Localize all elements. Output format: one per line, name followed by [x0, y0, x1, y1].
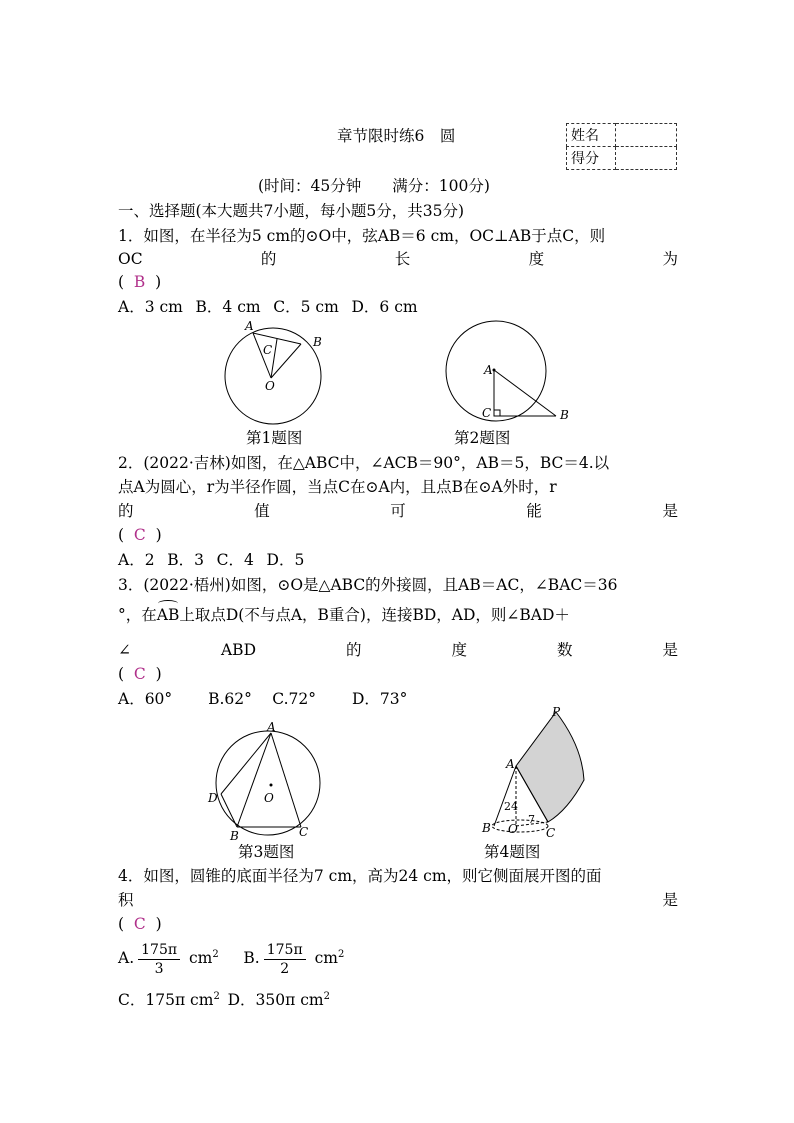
circle-o	[216, 731, 320, 835]
segment-ac	[271, 733, 301, 827]
q1-word: 的	[260, 250, 277, 268]
fig4-label-b: B	[482, 821, 491, 835]
arc-ab-notation: AB	[157, 605, 180, 625]
q2-stem-2: 点A为圆心，r为半径作圆，当点C在⊙A内，且点B在⊙A外时，r	[118, 478, 557, 496]
q3-word: ABD	[220, 641, 256, 659]
fig4-label-height: 24	[504, 800, 518, 813]
fig4-caption: 第4题图	[484, 843, 541, 861]
q4-options-cd: C．175π $cm^2$ D．350π $cm^2$	[118, 991, 330, 1010]
q2-stem-1: 2．(2022·吉林)如图，在△ABC中，∠ACB＝90°，AB＝5，BC＝4.以	[118, 454, 610, 472]
figure-1	[215, 318, 335, 430]
fig4-label-o: O	[508, 822, 518, 836]
q2-justified-line	[118, 501, 678, 521]
q3-answer: C	[133, 665, 146, 683]
point-o	[270, 784, 273, 787]
q1-answer: B	[133, 273, 146, 291]
segment-ad	[221, 733, 271, 794]
q4-word: 积	[118, 891, 134, 909]
fig4-label-radius: 7	[528, 813, 535, 826]
fig3-label-b: B	[230, 829, 239, 843]
page-title: 章节限时练6 圆	[337, 127, 456, 145]
segment-ab	[237, 733, 271, 827]
lateral-surface-sector	[516, 712, 584, 822]
q4-answer-bracket: ( C )	[118, 915, 162, 933]
q3-word: 是	[662, 641, 678, 659]
fig2-caption: 第2题图	[454, 429, 511, 447]
q4-answer: C	[133, 915, 146, 933]
section-heading: 一、选择题(本大题共7小题，每小题5分，共35分)	[118, 202, 465, 220]
q3-stem-2: °，在 AB上取点D(不与点A，B重合)，连接BD，AD，则∠BAD＋	[118, 605, 570, 625]
q2-answer-bracket: ( C )	[118, 526, 162, 544]
q3-answer-bracket: ( C )	[118, 665, 162, 683]
q4-justified-line	[118, 890, 678, 910]
q3-justified-line	[118, 640, 678, 660]
q2-word: 的	[118, 502, 134, 520]
q3-word: 度	[451, 641, 467, 659]
q1-answer-bracket: ( B )	[118, 273, 162, 291]
q1-options: A．3 cm B．4 cm C．5 cm D．6 cm	[118, 298, 418, 316]
q3-stem-1: 3．(2022·梧州)如图，⊙O是△ABC的外接圆，且AB＝AC，∠BAC＝36	[118, 576, 618, 594]
q4-options-ab: A. $\frac{175\pi}{3}$ $cm^2$ B. $\frac{175\pi}{2}$ $cm^2$	[118, 941, 345, 977]
fig1-label-b: B	[313, 335, 322, 349]
q3-word: 数	[556, 641, 573, 659]
q2-word: 可	[390, 502, 406, 520]
q2-word: 值	[254, 502, 270, 520]
q2-word: 是	[662, 502, 678, 520]
q4-stem: 4．如图，圆锥的底面半径为7 cm，高为24 cm，则它侧面展开图的面	[118, 867, 602, 885]
right-angle-mark	[494, 410, 500, 416]
score-label: 得分	[567, 147, 616, 170]
q2-options: A．2 B．3 C．4 D．5	[118, 551, 305, 569]
option-a-fraction: $\frac{175\pi}{3}$	[138, 941, 180, 978]
fig4-label-p: P	[552, 706, 561, 719]
exam-meta: (时间：45分钟 满分：100分)	[258, 177, 490, 195]
segment-ab	[494, 370, 556, 416]
q3-word: ∠	[118, 641, 131, 659]
fig1-label-c: C	[263, 343, 273, 357]
fig3-label-d: D	[208, 791, 218, 805]
q2-word: 能	[526, 502, 542, 520]
q1-word: 度	[528, 250, 545, 268]
q1-justified-line	[118, 249, 678, 269]
name-field	[616, 124, 677, 147]
fig1-label-o: O	[265, 379, 275, 393]
fig4-label-c: C	[546, 826, 556, 840]
fig2-label-a: A	[484, 363, 493, 377]
slant-ab	[494, 766, 516, 826]
chord-ab	[253, 333, 301, 344]
score-field	[616, 147, 677, 170]
info-box	[566, 123, 677, 170]
figure-3	[200, 716, 330, 844]
fig1-caption: 第1题图	[246, 429, 303, 447]
fig4-label-a: A	[506, 757, 515, 771]
cone-base	[492, 820, 548, 832]
q1-word: OC	[118, 250, 143, 268]
q2-answer: C	[133, 526, 146, 544]
name-label: 姓名	[567, 124, 616, 147]
q3-options: A．60° B.62° C.72° D．73°	[118, 690, 408, 708]
q4-word: 是	[662, 891, 678, 909]
fig1-label-a: A	[245, 319, 254, 333]
figure-4	[470, 706, 600, 844]
figure-2	[438, 318, 578, 430]
fig3-caption: 第3题图	[238, 843, 295, 861]
q1-word: 为	[662, 250, 678, 268]
fig2-label-c: C	[482, 406, 492, 420]
option-b-fraction: $\frac{175\pi}{2}$	[264, 941, 306, 978]
q3-word: 的	[345, 641, 362, 659]
point-a	[493, 369, 496, 372]
q1-stem: 1．如图，在半径为5 cm的⊙O中，弦AB＝6 cm，OC⊥AB于点C，则	[118, 227, 606, 245]
q1-word: 长	[394, 250, 411, 268]
fig2-label-b: B	[560, 408, 569, 422]
fig3-label-o: O	[264, 791, 274, 805]
fig3-label-c: C	[299, 825, 309, 839]
fig3-label-a: A	[267, 720, 276, 734]
